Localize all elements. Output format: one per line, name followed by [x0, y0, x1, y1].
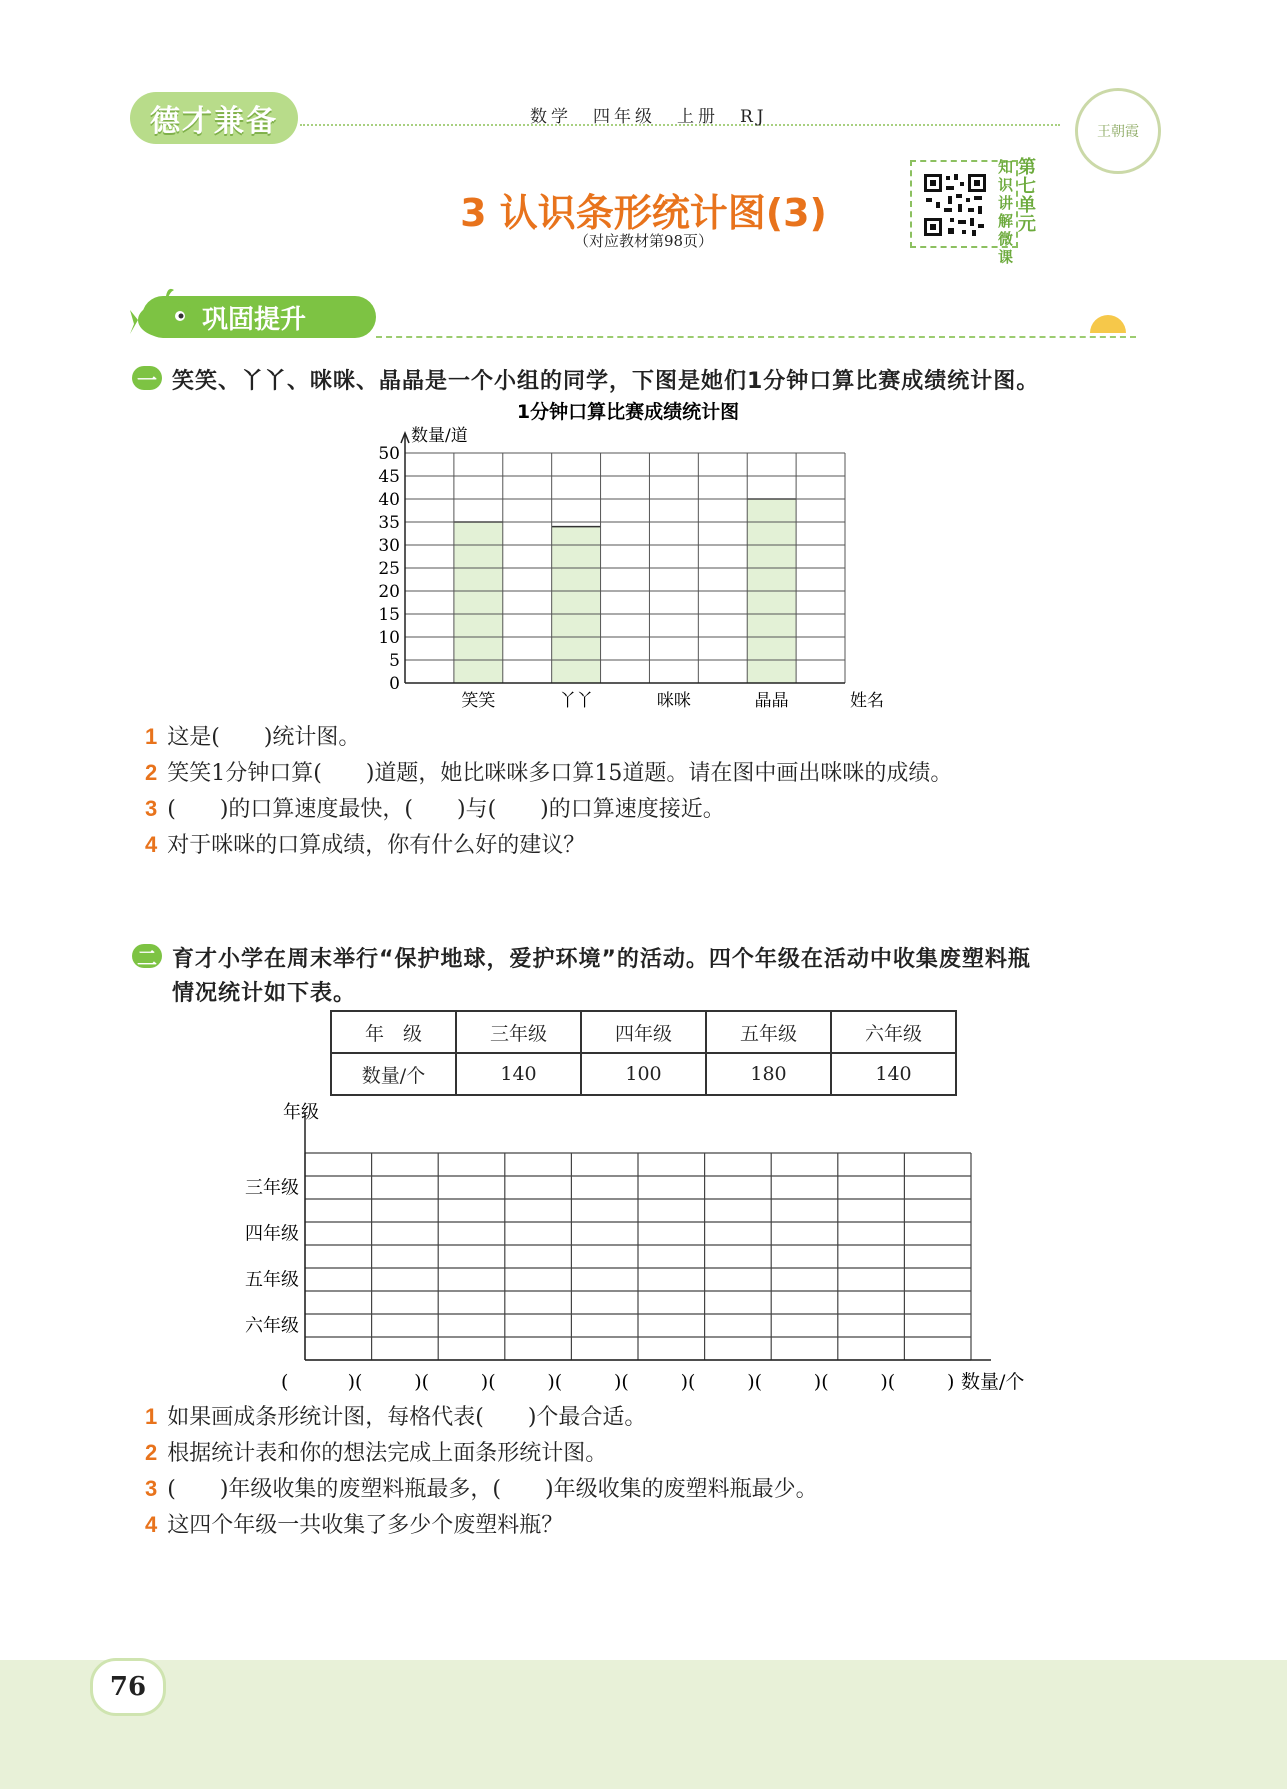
- qr-char: 第: [1018, 157, 1036, 178]
- q1-sub-2-text: 笑笑1分钟口算( )道题，她比咪咪多口算15道题。请在图中画出咪咪的成绩。: [167, 761, 953, 786]
- x-tick-placeholder: )(: [480, 1371, 496, 1393]
- y-axis-label: 年级: [283, 1102, 319, 1123]
- x-tick-placeholder: )(: [547, 1371, 563, 1393]
- x-tick-placeholder: )(: [680, 1371, 696, 1393]
- section-divider: [376, 336, 1136, 338]
- qr-char: 课: [998, 248, 1014, 266]
- bar: [454, 522, 503, 683]
- qr-char: 七: [1018, 176, 1036, 197]
- table-cell: 180: [706, 1053, 831, 1095]
- sub-number: 2: [145, 1440, 158, 1465]
- qr-char: 识: [998, 176, 1014, 194]
- book-meta: 数学 四年级 上册 RJ: [530, 107, 768, 127]
- chart-2: [220, 1095, 1060, 1395]
- sun-icon: [1090, 315, 1126, 333]
- qr-char: 元: [1018, 214, 1036, 235]
- x-tick-label: 笑笑: [461, 691, 496, 711]
- x-axis-label: 姓名: [850, 691, 884, 711]
- sub-number: 3: [145, 1476, 158, 1501]
- q1-sub-3: [145, 792, 725, 823]
- y-tick-label: 六年级: [245, 1315, 299, 1337]
- x-tick-placeholder: )(: [347, 1371, 363, 1393]
- section-banner-label: 巩固提升: [202, 304, 307, 335]
- x-tick-placeholder: )(: [614, 1371, 629, 1393]
- whale-icon: [130, 282, 200, 342]
- qr-code-icon[interactable]: [922, 172, 988, 238]
- table-header-row: [331, 1011, 956, 1053]
- qr-char: 讲: [998, 194, 1014, 212]
- brand-logo: 德才兼备: [130, 92, 298, 144]
- x-tick-placeholder: (: [281, 1371, 289, 1393]
- x-tick-placeholder: )(: [880, 1371, 896, 1393]
- sub-number: 4: [145, 832, 158, 857]
- qr-char: 知: [998, 158, 1014, 176]
- table-cell: 四年级: [581, 1011, 706, 1053]
- question-1-text: 笑笑、丫丫、咪咪、晶晶是一个小组的同学，下图是她们1分钟口算比赛成绩统计图。: [172, 369, 1040, 394]
- q2-sub-3: [145, 1472, 818, 1503]
- table-cell: 数量/个: [331, 1053, 456, 1095]
- q1-sub-1-text: 这是( )统计图。: [167, 725, 361, 750]
- y-tick-label: 25: [378, 559, 400, 579]
- y-tick-label: 0: [389, 674, 400, 694]
- qr-caption-col2: [998, 158, 1013, 266]
- table-cell: 140: [831, 1053, 956, 1095]
- page-number: 76: [90, 1658, 166, 1716]
- question-1-number: 一: [132, 366, 162, 390]
- page-title: 3 认识条形统计图(3): [460, 191, 827, 235]
- seal-text: 王朝霞: [1097, 124, 1139, 140]
- x-tick-placeholder: ): [947, 1371, 955, 1393]
- table-cell: 年 级: [331, 1011, 456, 1053]
- question-2-text-line2: 情况统计如下表。: [172, 981, 357, 1006]
- q2-sub-4-text: 这四个年级一共收集了多少个废塑料瓶？: [167, 1513, 564, 1538]
- textbook-reference: （对应教材第98页）: [573, 232, 714, 250]
- sub-number: 3: [145, 796, 158, 821]
- y-tick-label: 四年级: [245, 1223, 299, 1245]
- q1-sub-4: [145, 828, 585, 859]
- x-tick-label: 晶晶: [754, 691, 789, 711]
- q1-sub-4-text: 对于咪咪的口算成绩，你有什么好的建议？: [167, 833, 586, 858]
- q2-sub-4: [145, 1508, 563, 1539]
- qr-char: 微: [998, 230, 1014, 248]
- y-tick-label: 50: [378, 444, 400, 464]
- table-cell: 五年级: [706, 1011, 831, 1053]
- table-cell: 六年级: [831, 1011, 956, 1053]
- sub-number: 4: [145, 1512, 158, 1537]
- q2-sub-1-text: 如果画成条形统计图，每格代表( )个最合适。: [167, 1405, 647, 1430]
- y-tick-label: 30: [378, 536, 400, 556]
- qr-char: 单: [1018, 195, 1036, 216]
- q1-sub-2: [145, 756, 952, 787]
- q2-sub-2: [145, 1436, 607, 1467]
- x-axis-label: 数量/个: [961, 1371, 1025, 1393]
- y-tick-label: 三年级: [245, 1177, 299, 1199]
- question-2-number: 二: [132, 944, 162, 968]
- sub-number: 2: [145, 760, 158, 785]
- sub-number: 1: [145, 1404, 158, 1429]
- q1-sub-1: [145, 720, 360, 751]
- y-tick-label: 40: [378, 490, 400, 510]
- table-cell: 三年级: [456, 1011, 581, 1053]
- y-tick-label: 35: [378, 513, 400, 533]
- y-tick-label: 15: [378, 605, 400, 625]
- qr-char: 解: [998, 212, 1014, 230]
- table-row: [331, 1053, 956, 1095]
- y-tick-label: 5: [389, 651, 400, 671]
- q2-sub-1: [145, 1400, 646, 1431]
- y-tick-label: 五年级: [245, 1269, 299, 1291]
- y-tick-label: 10: [378, 628, 400, 648]
- y-tick-label: 20: [378, 582, 400, 602]
- x-tick-placeholder: )(: [414, 1371, 430, 1393]
- x-tick-label: 丫丫: [559, 691, 594, 711]
- q2-sub-2-text: 根据统计表和你的想法完成上面条形统计图。: [167, 1441, 608, 1466]
- q1-sub-3-text: ( )的口算速度最快，( )与( )的口算速度接近。: [167, 797, 725, 822]
- qr-caption-col1: [1018, 158, 1036, 234]
- author-seal: [1075, 88, 1161, 174]
- table-cell: 100: [581, 1053, 706, 1095]
- x-tick-placeholder: )(: [747, 1371, 763, 1393]
- x-tick-label: 咪咪: [656, 691, 691, 711]
- chart-title: 1分钟口算比赛成绩统计图: [516, 401, 740, 423]
- table-cell: 140: [456, 1053, 581, 1095]
- x-tick-placeholder: )(: [813, 1371, 829, 1393]
- sub-number: 1: [145, 724, 158, 749]
- q2-sub-3-text: ( )年级收集的废塑料瓶最多，( )年级收集的废塑料瓶最少。: [167, 1477, 818, 1502]
- question-2-text-line1: 育才小学在周末举行“保护地球，爱护环境”的活动。四个年级在活动中收集废塑料瓶: [172, 947, 1031, 972]
- data-table: [330, 1010, 957, 1096]
- chart-1: [360, 395, 920, 715]
- footer-band: [0, 1660, 1287, 1789]
- y-tick-label: 45: [378, 467, 400, 487]
- y-axis-label: 数量/道: [411, 426, 468, 446]
